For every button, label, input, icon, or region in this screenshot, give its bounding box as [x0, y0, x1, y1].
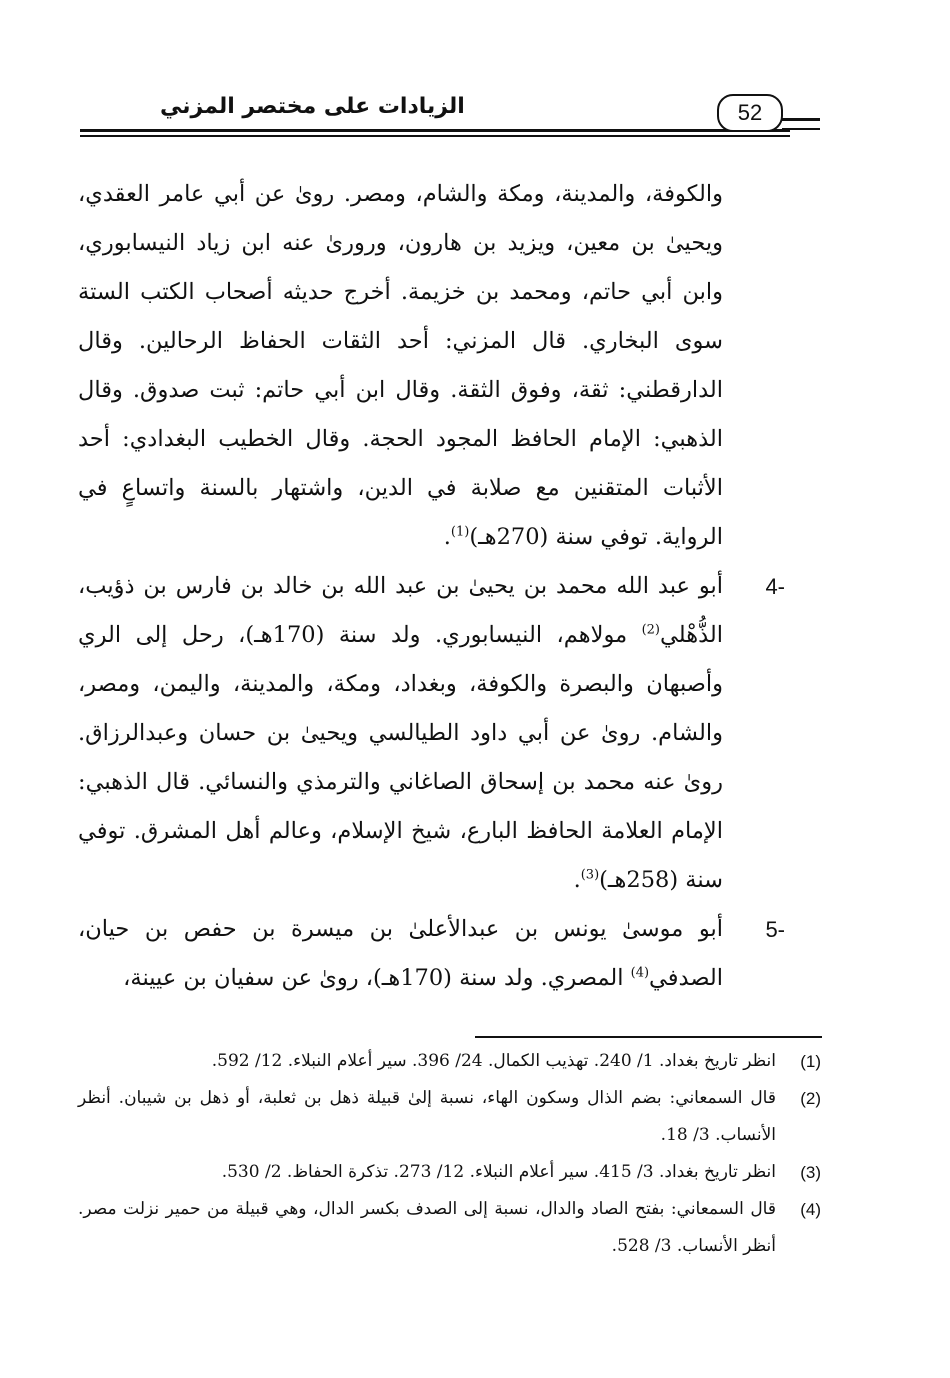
entry-number: 4- [765, 574, 785, 599]
footnote-ref-3[interactable]: (3) [580, 867, 600, 883]
footnote [78, 1154, 821, 1191]
main-text [78, 170, 785, 1003]
running-title: الزيادات على مختصر المزني [160, 94, 465, 119]
entry-text: أبو موسىٰ يونس بن عبدالأعلىٰ بن ميسرة بن حفص بن حيان، الصدفي [78, 916, 723, 991]
entry-end: . [573, 867, 581, 893]
header-rule [80, 129, 790, 132]
footnotes [78, 1043, 821, 1265]
entry-text: مولاهم، النيسابوري. ولد سنة (170هـ)، رحل إلى الري وأصبهان والبصرة والكوفة، وبغداد، ومكة، والمدينة، واليمن، ومصر، والشام. روىٰ عن أبي داود الطيالسي ويحيىٰ بن حسان وعبدالرزاق. روىٰ عنه محمد بن إسحاق الصاغاني والترمذي والنسائي. قال الذهبي: الإمام العلامة الحافظ البارع، شيخ الإسلام، وعالم أهل المشرق. توفي سنة (258هـ) [78, 622, 723, 893]
footnote-ref-2[interactable]: (2) [641, 622, 660, 638]
entry-item-4 [78, 562, 785, 905]
footnote-number: (3) [800, 1163, 821, 1182]
footnote-text: انظر تاريخ بغداد. 1/ 240. تهذيب الكمال. 24/ 396. سير أعلام النبلاء. 12/ 592. [211, 1051, 776, 1071]
footnote-text: انظر تاريخ بغداد. 3/ 415. سير أعلام النبلاء. 12/ 273. تذكرة الحفاظ. 2/ 530. [221, 1162, 776, 1182]
page-number: 52 [717, 94, 783, 132]
footnote-text: قال السمعاني: بضم الذال وسكون الهاء، نسبة إلىٰ قبيلة ذهل بن ثعلبة، أو ذهل بن شيبان. أنظر الأنساب. 3/ 18. [78, 1088, 776, 1145]
footnote-number: (1) [800, 1052, 821, 1071]
entry-number: 5- [765, 917, 785, 942]
footnote [78, 1043, 821, 1080]
footnote [78, 1080, 821, 1154]
entry-item-5 [78, 905, 785, 1003]
paragraph-text: والكوفة، والمدينة، ومكة والشام، ومصر. روىٰ عن أبي عامر العقدي، ويحيىٰ بن معين، ويزيد بن هارون، ورورىٰ عنه ابن زياد النيسابوري، وابن أبي حاتم، ومحمد بن خزيمة. أخرج حديثه أصحاب الكتب الستة سوى البخاري. قال المزني: أحد الثقات الحفاظ الرحالين. وقال الدارقطني: ثقة، وفوق الثقة. وقال ابن أبي حاتم: ثبت صدوق. وقال الذهبي: الإمام الحافظ المجود الحجة. وقال الخطيب البغدادي: أحد الأثبات المتقنين مع صلابة في الدين، واشتهار بالسنة واتساعٍ في الرواية. توفي سنة (270هـ) [78, 181, 723, 550]
entry-text: المصري. ولد سنة (170هـ)، روىٰ عن سفيان بن عيينة، [123, 965, 631, 991]
paragraph-end: . [443, 524, 451, 550]
header-rule-thin [80, 135, 790, 137]
footnote-ref-1[interactable]: (1) [450, 524, 470, 540]
footnote-number: (4) [800, 1200, 821, 1219]
footnote-number: (2) [800, 1089, 821, 1108]
footnote [78, 1191, 821, 1265]
entry-text: أبو عبد الله محمد بن يحيىٰ بن عبد الله بن خالد بن فارس بن ذؤيب، الذُّهْلي [78, 573, 723, 648]
footnote-ref-4[interactable]: (4) [630, 965, 650, 981]
header-ornament-line-thin [782, 128, 820, 130]
header-ornament-line [782, 118, 820, 121]
paragraph [78, 170, 723, 562]
footnote-text: قال السمعاني: بفتح الصاد والدال، نسبة إلى الصدف بكسر الدال، وهي قبيلة من حمير نزلت مصر. أنظر الأنساب. 3/ 528. [78, 1199, 776, 1256]
footnote-separator [475, 1036, 822, 1038]
page-header [70, 88, 820, 148]
